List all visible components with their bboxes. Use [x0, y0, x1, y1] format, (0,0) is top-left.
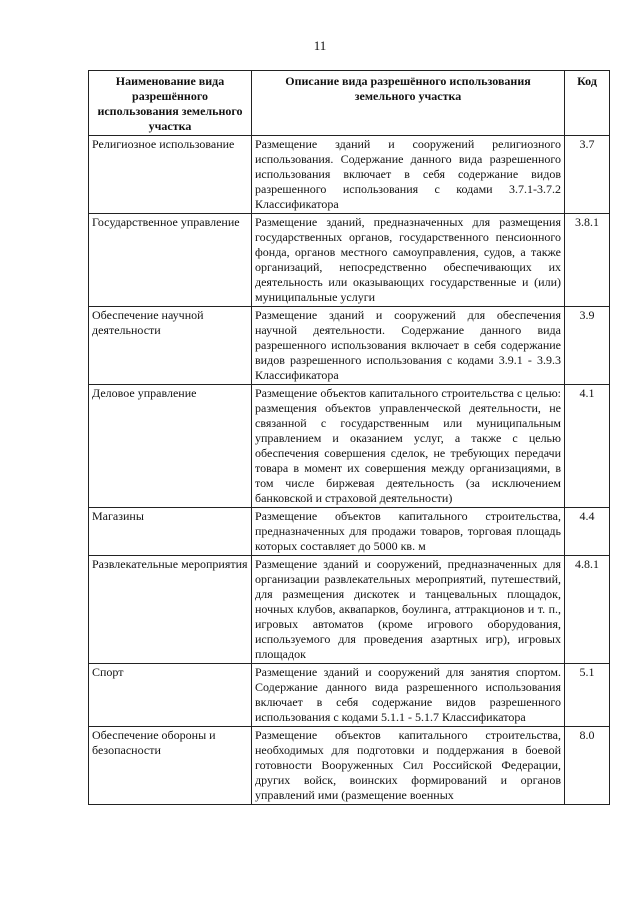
table-row [89, 727, 610, 805]
row-description: Размещение зданий и сооружений религиозного использования. Содержание данного вида разрешенного использования включает в себя содержание видов разрешенного использования с кодами 3.7.1-3.7.2 Классификатора [252, 136, 565, 214]
row-code: 3.9 [565, 307, 610, 385]
row-code: 5.1 [565, 664, 610, 727]
table-header-row [89, 71, 610, 136]
row-code: 3.7 [565, 136, 610, 214]
table-row [89, 385, 610, 508]
row-name: Деловое управление [89, 385, 252, 508]
row-description: Размещение зданий и сооружений, предназначенных для организации развлекательных мероприятий, путешествий, для размещения дискотек и танцевальных площадок, ночных клубов, аквапарков, боулинга, аттракционов и т. п., игровых автоматов (кроме игрового оборудования, используемого для проведения азартных игр), игровых площадок [252, 556, 565, 664]
page-number: 11 [313, 38, 327, 53]
row-name: Обеспечение научной деятельности [89, 307, 252, 385]
row-description: Размещение объектов капитального строительства с целью: размещения объектов управленческой деятельности, не связанной с государственным или муниципальным управлением и оказанием услуг, а также с целью обеспечения совершения сделок, не требующих передачи товара в момент их совершения между организациями, в том числе биржевая деятельность (за исключением банковской и страховой деятельности) [252, 385, 565, 508]
row-code: 4.8.1 [565, 556, 610, 664]
row-name: Спорт [89, 664, 252, 727]
row-description: Размещение объектов капитального строительства, необходимых для подготовки и поддержания в боевой готовности Вооруженных Сил Российской Федерации, других войск, воинских формирований и органов управлений ими (размещение военных [252, 727, 565, 805]
table-row [89, 214, 610, 307]
row-code: 8.0 [565, 727, 610, 805]
row-description: Размещение зданий, предназначенных для размещения государственных органов, государственного пенсионного фонда, органов местного самоуправления, судов, а также организаций, непосредственно обеспечивающих их деятельность или оказывающих государственные и (или) муниципальные услуги [252, 214, 565, 307]
row-code: 4.4 [565, 508, 610, 556]
row-name: Государственное управление [89, 214, 252, 307]
table-row [89, 307, 610, 385]
row-description: Размещение объектов капитального строительства, предназначенных для продажи товаров, торговая площадь которых составляет до 5000 кв. м [252, 508, 565, 556]
row-name: Развлекательные мероприятия [89, 556, 252, 664]
row-code: 4.1 [565, 385, 610, 508]
row-name: Религиозное использование [89, 136, 252, 214]
land-use-table [88, 70, 610, 805]
header-code: Код [565, 71, 610, 136]
row-name: Обеспечение обороны и безопасности [89, 727, 252, 805]
row-name: Магазины [89, 508, 252, 556]
table-row [89, 664, 610, 727]
table-row [89, 136, 610, 214]
table-row [89, 508, 610, 556]
header-name: Наименование вида разрешённого использования земельного участка [89, 71, 252, 136]
header-description: Описание вида разрешённого использования земельного участка [252, 71, 565, 136]
table-row [89, 556, 610, 664]
row-description: Размещение зданий и сооружений для занятия спортом. Содержание данного вида разрешенного использования включает в себя содержание видов разрешенного использования с кодами 5.1.1 - 5.1.7 Классификатора [252, 664, 565, 727]
row-code: 3.8.1 [565, 214, 610, 307]
row-description: Размещение зданий и сооружений для обеспечения научной деятельности. Содержание данного вида разрешенного использования включает в себя содержание видов разрешенного использования с кодами 3.9.1 - 3.9.3 Классификатора [252, 307, 565, 385]
